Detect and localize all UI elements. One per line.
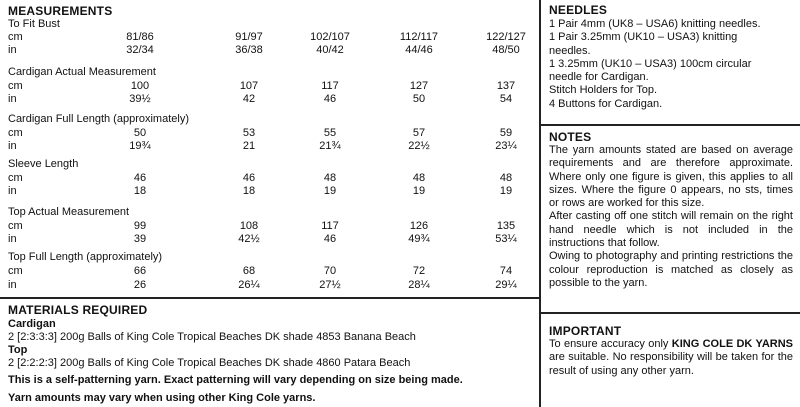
- value-cell: 127: [409, 80, 429, 92]
- unit-label: cm: [8, 265, 23, 277]
- unit-label: cm: [8, 127, 23, 139]
- important-heading: IMPORTANT: [549, 324, 622, 338]
- unit-label: cm: [8, 31, 23, 43]
- section-label: Top Actual Measurement: [8, 206, 130, 218]
- value-cell: 107: [239, 80, 259, 92]
- section-label: Cardigan Full Length (approximately): [8, 113, 189, 125]
- value-cell: 21: [242, 140, 256, 152]
- brand-name: KING COLE DK YARNS: [671, 338, 793, 350]
- value-cell: 18: [133, 185, 147, 197]
- value-cell: 19: [412, 185, 426, 197]
- value-cell: 57: [412, 127, 426, 139]
- to-fit-bust-label: To Fit Bust: [8, 18, 60, 30]
- value-cell: 23¼: [495, 140, 517, 152]
- value-cell: 53: [242, 127, 256, 139]
- value-cell: 19: [499, 185, 513, 197]
- value-cell: 44/46: [405, 44, 433, 56]
- value-cell: 36/38: [235, 44, 263, 56]
- unit-label: in: [8, 140, 17, 152]
- measurements-divider: [0, 297, 539, 299]
- notes-heading: NOTES: [549, 130, 592, 144]
- self-patterning-note: This is a self-patterning yarn. Exact patterning will vary depending on size being made.: [8, 374, 463, 386]
- value-cell: 48: [323, 172, 337, 184]
- value-cell: 46: [133, 172, 147, 184]
- unit-label: cm: [8, 80, 23, 92]
- notes-divider: [540, 312, 800, 314]
- needle-line: 1 Pair 3.25mm (UK10 – USA3) knitting: [549, 31, 738, 44]
- unit-label: in: [8, 279, 17, 291]
- value-cell: 54: [499, 93, 513, 105]
- value-cell: 50: [412, 93, 426, 105]
- value-cell: 46: [323, 233, 337, 245]
- needle-line: needle for Cardigan.: [549, 71, 649, 84]
- important-text: To ensure accuracy only: [549, 338, 672, 350]
- value-cell: 42½: [238, 233, 260, 245]
- notes-paragraph: After casting off one stitch will remain on the right hand needle which is not included in the instructions that follow.: [549, 210, 793, 250]
- value-cell: 48: [412, 172, 426, 184]
- value-cell: 21¾: [319, 140, 341, 152]
- materials-heading: MATERIALS REQUIRED: [8, 303, 148, 317]
- value-cell: 122/127: [486, 31, 526, 43]
- needle-line: needles.: [549, 44, 591, 57]
- top-yarn-text: 2 [2:2:2:3] 200g Balls of King Cole Tropical Beaches DK shade 4860 Patara Beach: [8, 357, 411, 369]
- value-cell: 70: [323, 265, 337, 277]
- notes-paragraph: Owing to photography and printing restrictions the colour reproduction is matched as closely as possible to the yarn.: [549, 250, 793, 289]
- unit-label: in: [8, 44, 17, 56]
- unit-label: in: [8, 93, 17, 105]
- value-cell: 108: [239, 220, 259, 232]
- value-cell: 40/42: [316, 44, 344, 56]
- unit-label: in: [8, 233, 17, 245]
- value-cell: 32/34: [126, 44, 154, 56]
- needles-heading: NEEDLES: [549, 3, 608, 17]
- value-cell: 137: [496, 80, 516, 92]
- notes-paragraph: The yarn amounts stated are based on average requirements and are therefore approximate. Where only one figure is given, this applies to all sizes. Where the figure 0 appears, no sts, times or rows are worked for this size.: [549, 144, 793, 210]
- value-cell: 100: [130, 80, 150, 92]
- value-cell: 81/86: [126, 31, 154, 43]
- value-cell: 66: [133, 265, 147, 277]
- unit-label: cm: [8, 220, 23, 232]
- value-cell: 22½: [408, 140, 430, 152]
- section-label: Cardigan Actual Measurement: [8, 66, 156, 78]
- notes-body: [549, 144, 793, 290]
- needle-line: 1 Pair 4mm (UK8 – USA6) knitting needles.: [549, 18, 761, 30]
- value-cell: 126: [409, 220, 429, 232]
- value-cell: 29¼: [495, 279, 517, 291]
- value-cell: 117: [321, 220, 339, 232]
- value-cell: 18: [242, 185, 256, 197]
- value-cell: 49¾: [408, 233, 430, 245]
- value-cell: 48/50: [492, 44, 520, 56]
- value-cell: 46: [323, 93, 337, 105]
- section-label: Sleeve Length: [8, 158, 79, 170]
- cardigan-label: Cardigan: [8, 318, 56, 330]
- value-cell: 117: [321, 80, 339, 92]
- needles-divider: [540, 124, 800, 126]
- value-cell: 39½: [129, 93, 151, 105]
- value-cell: 19: [323, 185, 337, 197]
- top-label: Top: [8, 344, 28, 356]
- yarn-amounts-note: Yarn amounts may vary when using other King Cole yarns.: [8, 392, 316, 404]
- value-cell: 27½: [319, 279, 341, 291]
- important-text: are suitable. No responsibility will be taken for the result of using any other yarn.: [549, 351, 793, 377]
- column-divider: [539, 0, 541, 407]
- value-cell: 48: [499, 172, 513, 184]
- measurements-heading: MEASUREMENTS: [8, 4, 113, 18]
- value-cell: 59: [499, 127, 513, 139]
- value-cell: 42: [242, 93, 256, 105]
- value-cell: 135: [496, 220, 516, 232]
- value-cell: 55: [323, 127, 337, 139]
- value-cell: 19¾: [129, 140, 151, 152]
- value-cell: 46: [242, 172, 256, 184]
- value-cell: 74: [499, 265, 513, 277]
- value-cell: 28¼: [408, 279, 430, 291]
- value-cell: 53¼: [495, 233, 517, 245]
- value-cell: 39: [133, 233, 147, 245]
- needle-line: Stitch Holders for Top.: [549, 84, 658, 97]
- value-cell: 99: [133, 220, 147, 232]
- cardigan-yarn-text: 2 [2:3:3:3] 200g Balls of King Cole Tropical Beaches DK shade 4853 Banana Beach: [8, 331, 416, 343]
- value-cell: 102/107: [310, 31, 350, 43]
- value-cell: 68: [242, 265, 256, 277]
- value-cell: 72: [412, 265, 426, 277]
- unit-label: cm: [8, 172, 23, 184]
- unit-label: in: [8, 185, 17, 197]
- important-body: [549, 338, 793, 378]
- section-label: Top Full Length (approximately): [8, 251, 163, 263]
- value-cell: 91/97: [235, 31, 263, 43]
- value-cell: 26¼: [238, 279, 260, 291]
- needles-list: [549, 18, 793, 111]
- value-cell: 50: [133, 127, 147, 139]
- needle-line: 1 3.25mm (UK10 – USA3) 100cm circular: [549, 57, 752, 70]
- value-cell: 112/117: [399, 31, 439, 43]
- needle-line: 4 Buttons for Cardigan.: [549, 97, 663, 110]
- value-cell: 26: [133, 279, 147, 291]
